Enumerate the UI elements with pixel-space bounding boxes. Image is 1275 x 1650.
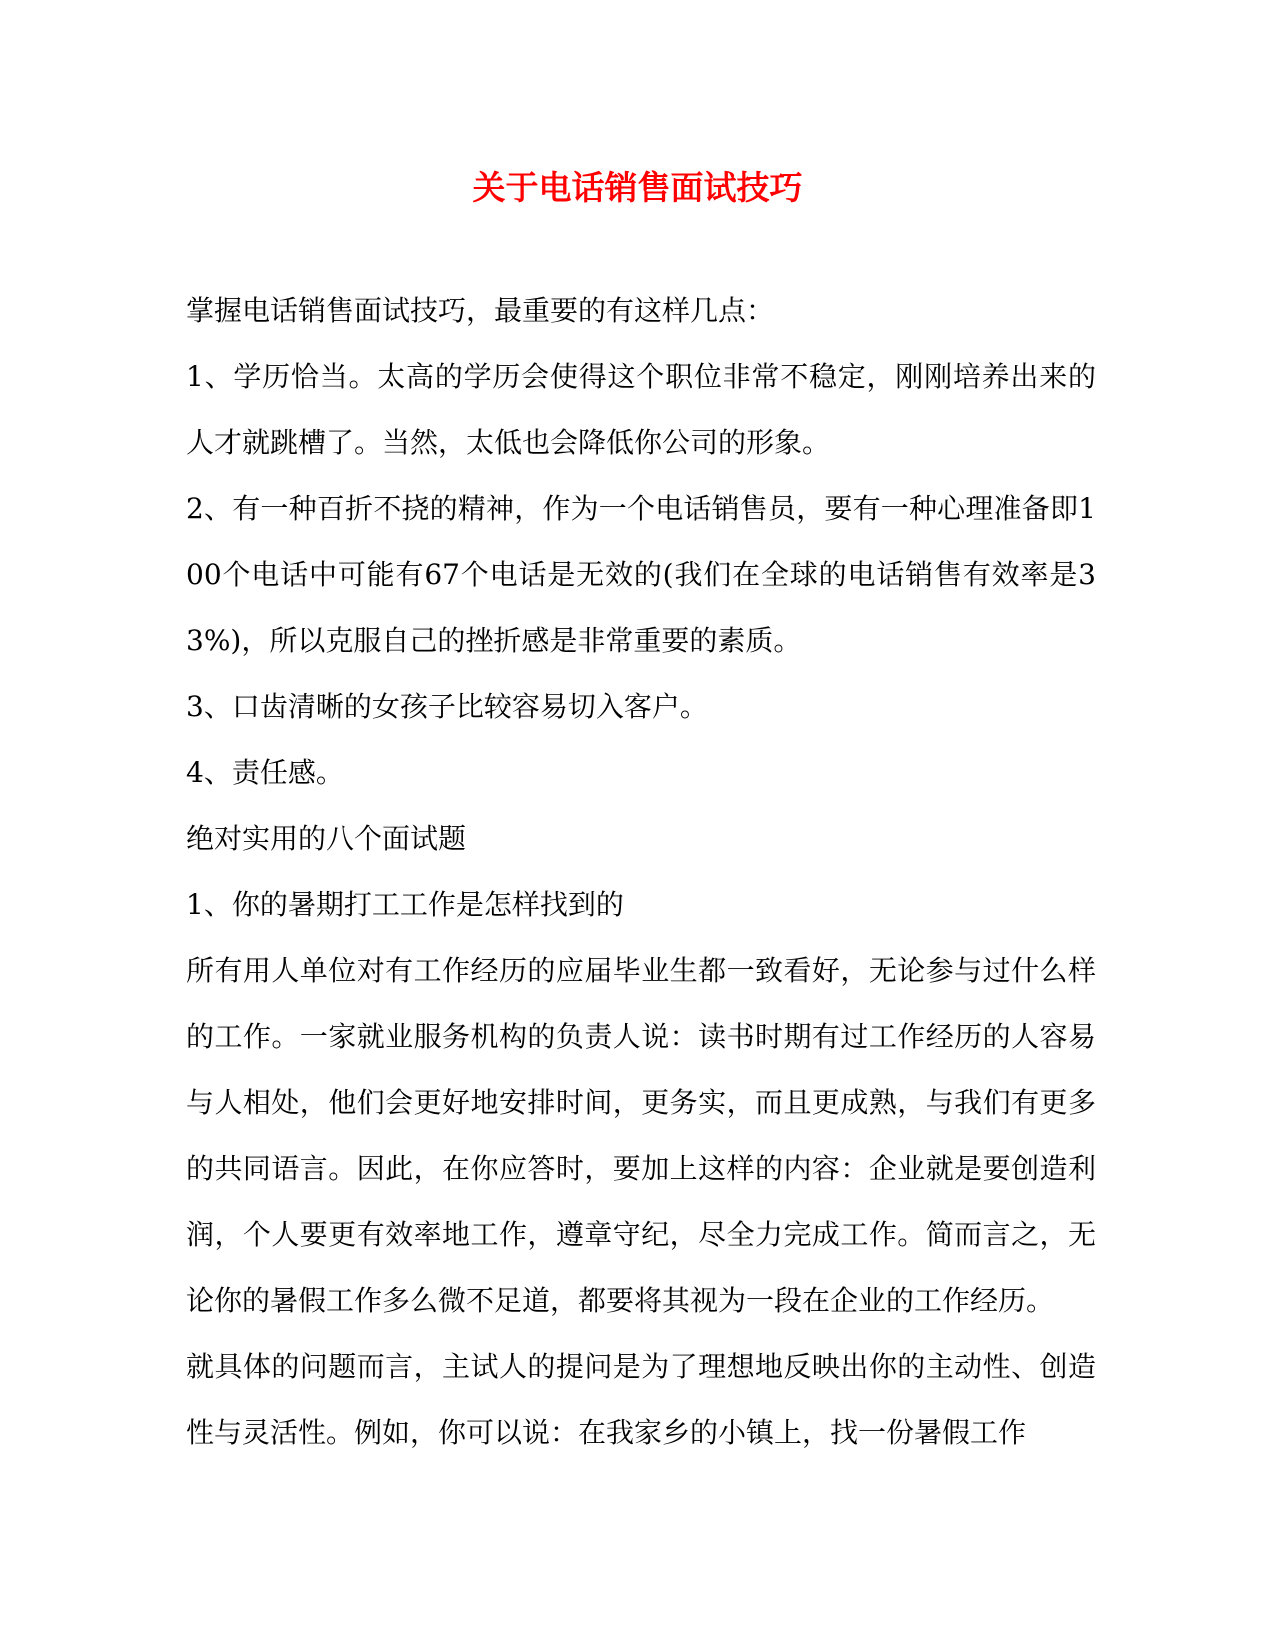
paragraph-point-4: 4、责任感。 — [186, 756, 344, 789]
document-body — [186, 278, 1096, 1466]
paragraph-intro: 掌握电话销售面试技巧，最重要的有这样几点： — [186, 294, 775, 327]
paragraph-answer-1-detail: 就具体的问题而言，主试人的提问是为了理想地反映出你的主动性、创造性与灵活性。例如，你可以说：在我家乡的小镇上，找一份暑假工作 — [186, 1350, 1096, 1449]
paragraph-point-2: 2、有一种百折不挠的精神，作为一个电话销售员，要有一种心理准备即100个电话中可能有67个电话是无效的(我们在全球的电话销售有效率是33%)，所以克服自己的挫折感是非常重要的素质。 — [186, 492, 1096, 657]
paragraph-point-1: 1、学历恰当。太高的学历会使得这个职位非常不稳定，刚刚培养出来的人才就跳槽了。当然，太低也会降低你公司的形象。 — [186, 360, 1096, 459]
paragraph-answer-1: 所有用人单位对有工作经历的应届毕业生都一致看好，无论参与过什么样的工作。一家就业服务机构的负责人说：读书时期有过工作经历的人容易与人相处，他们会更好地安排时间，更务实，而且更成熟，与我们有更多的共同语言。因此，在你应答时，要加上这样的内容：企业就是要创造利润，个人要更有效率地工作，遵章守纪，尽全力完成工作。简而言之，无论你的暑假工作多么微不足道，都要将其视为一段在企业的工作经历。 — [186, 954, 1096, 1317]
document-title: 关于电话销售面试技巧 — [472, 168, 803, 207]
paragraph-point-3: 3、口齿清晰的女孩子比较容易切入客户。 — [186, 690, 708, 723]
section-heading-questions: 绝对实用的八个面试题 — [186, 822, 467, 855]
question-1: 1、你的暑期打工工作是怎样找到的 — [186, 888, 624, 921]
